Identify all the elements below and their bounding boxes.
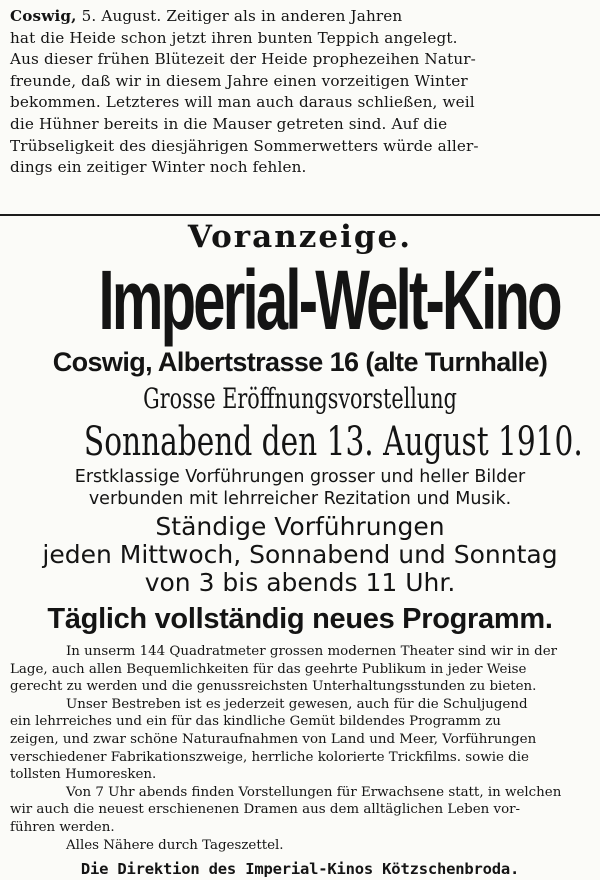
ad-schedule-line: jeden Mittwoch, Sonnabend und Sonntag — [42, 540, 558, 569]
ad-intro-line: verbunden mit lehrreicher Rezitation und Musik. — [88, 488, 512, 509]
ad-line: tollsten Humoresken. — [10, 767, 157, 783]
ad-line: führen werden. — [10, 819, 115, 835]
ad-cinema-name: Imperial-Welt-Kino — [98, 253, 560, 347]
ad-program: Täglich vollständig neues Programm. — [47, 603, 553, 635]
ad-intro — [8, 467, 592, 510]
news-line: dings ein zeitiger Winter noch fehlen. — [10, 158, 307, 177]
ad-details — [8, 643, 592, 854]
ad-line: zeigen, und zwar schöne Naturaufnahmen von Land und Meer, Vorführungen — [10, 731, 537, 747]
ad-line: verschiedener Fabrikationszweige, herrliche kolorierte Trickfilms. sowie die — [10, 749, 529, 765]
news-paragraph — [10, 6, 592, 179]
ad-line: In unserm 144 Quadratmeter grossen modernen Theater sind wir in der — [66, 644, 558, 659]
news-line-text: 5. August. Zeitiger als in anderen Jahren — [81, 7, 403, 25]
ad-announcement: Voranzeige. — [187, 219, 413, 255]
news-line: bekommen. Letzteres will man auch daraus schließen, weil — [10, 93, 475, 112]
ad-line: Von 7 Uhr abends finden Vorstellungen für Erwachsene statt, in welchen — [66, 784, 562, 800]
ad-paragraph — [10, 643, 592, 696]
ad-schedule-line: von 3 bis abends 11 Uhr. — [144, 568, 456, 597]
news-line: freunde, daß wir in diesem Jahre einen vorzeitigen Winter — [10, 71, 468, 90]
ad-line: Lage, auch allen Bequemlichkeiten für das geehrte Publikum in jeder Weise — [10, 661, 527, 677]
news-line: hat die Heide schon jetzt ihren bunten Teppich angelegt. — [10, 28, 458, 47]
ad-paragraph — [10, 837, 592, 855]
ad-line: wir auch die neuest erschienenen Dramen aus dem alltäglichen Leben vor- — [10, 802, 521, 818]
ad-address: Coswig, Albertstrasse 16 (alte Turnhalle) — [52, 347, 548, 377]
ad-paragraph — [10, 784, 592, 837]
ad-line: gerecht zu werden und die genussreichsten Unterhaltungsstunden zu bieten. — [10, 679, 537, 695]
news-line: Aus dieser frühen Blütezeit der Heide prophezeihen Natur- — [10, 50, 476, 69]
news-place: Coswig, — [10, 7, 77, 25]
ad-line: ein lehrreiches und ein für das kindliche Gemüt bildendes Programm zu — [10, 714, 501, 730]
ad-date: Sonnabend den 13. August 1910. — [83, 419, 583, 465]
ad-paragraph — [10, 696, 592, 784]
news-line — [10, 6, 592, 28]
news-line: die Hühner bereits in die Mauser getreten sind. Auf die — [10, 114, 448, 133]
news-line: Trübseligkeit des diesjährigen Sommerwetters würde aller- — [10, 136, 479, 155]
ad-schedule-line: Ständige Vorführungen — [155, 512, 445, 541]
ad-schedule — [8, 513, 592, 597]
ad-signature: Die Direktion des Imperial-Kinos Kötzschenbroda. — [80, 860, 520, 879]
cinema-advertisement — [0, 216, 600, 879]
news-item — [0, 0, 600, 196]
ad-intro-line: Erstklassige Vorführungen grosser und heller Bilder — [74, 467, 526, 487]
ad-closing-note: Alles Nähere durch Tageszettel. — [66, 837, 284, 853]
ad-opening: Grosse Eröffnungsvorstellung — [143, 382, 457, 415]
ad-line: Unser Bestreben ist es jederzeit gewesen, auch für die Schuljugend — [66, 696, 528, 712]
